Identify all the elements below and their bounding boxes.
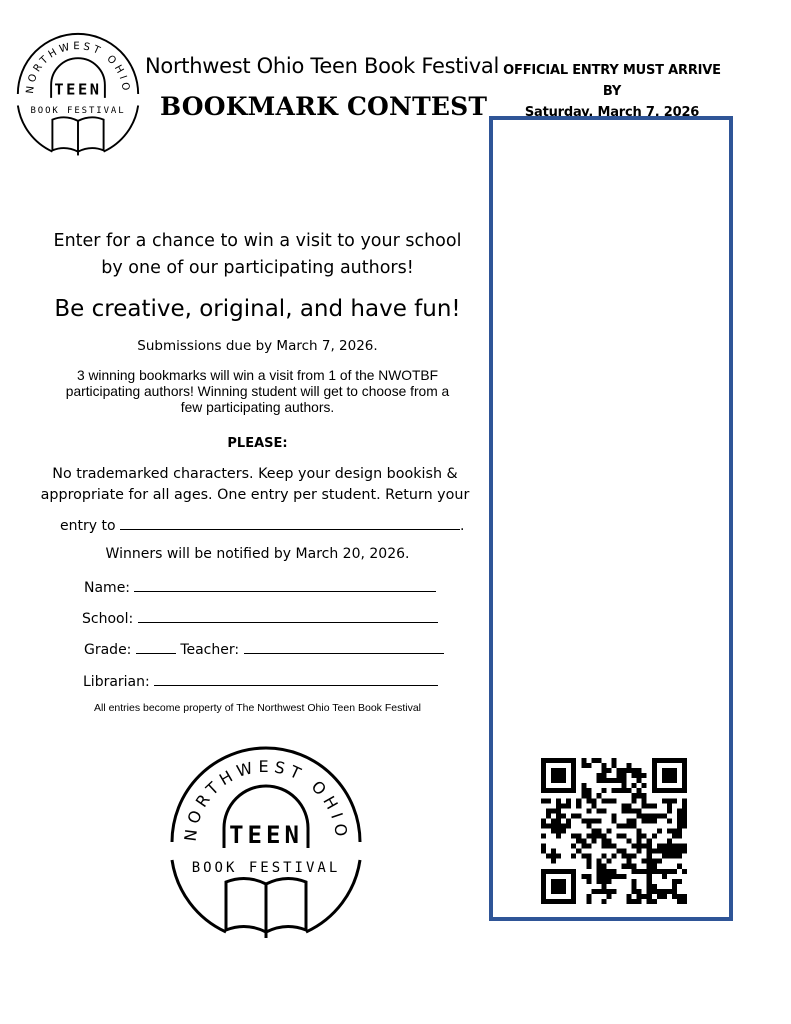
intro-line-1: Enter for a chance to win a visit to your school <box>53 231 462 251</box>
qr-code-icon <box>541 758 687 904</box>
grade-field[interactable] <box>136 640 176 654</box>
intro-text <box>30 228 485 282</box>
property-notice: All entries become property of The Northwest Ohio Teen Book Festival <box>93 702 422 714</box>
festival-logo-large <box>166 742 366 942</box>
logo-band-text: BOOK FESTIVAL <box>30 106 126 117</box>
winners-notified: Winners will be notified by March 20, 2026. <box>105 546 410 562</box>
logo-center-text: TEEN <box>54 80 102 99</box>
creative-heading: Be creative, original, and have fun! <box>54 296 461 322</box>
school-label: School: <box>82 611 134 627</box>
logo-large-arc-text: NORTHWEST OHIO <box>180 756 352 843</box>
festival-logo-small <box>14 30 142 158</box>
entry-to-row <box>60 516 464 534</box>
entry-deadline <box>492 60 732 123</box>
teacher-field[interactable] <box>244 640 444 654</box>
logo-large-band-text: BOOK FESTIVAL <box>191 860 341 876</box>
deadline-line-1: OFFICIAL ENTRY MUST ARRIVE BY <box>503 63 721 99</box>
festival-title: Northwest Ohio Teen Book Festival <box>145 54 499 78</box>
deadline-line-2: Saturday, March 7, 2026 <box>524 105 700 120</box>
name-field[interactable] <box>134 578 436 592</box>
rules-line-1: No trademarked characters. Keep your design bookish & <box>52 466 458 482</box>
school-field[interactable] <box>138 609 438 623</box>
name-label: Name: <box>84 580 131 596</box>
librarian-row <box>83 672 438 690</box>
school-row <box>82 609 438 627</box>
winning-line-3: few participating authors. <box>180 400 335 415</box>
name-row <box>84 578 436 596</box>
teacher-label: Teacher: <box>180 642 240 658</box>
grade-teacher-row <box>84 640 444 658</box>
logo-arc-text: NORTHWEST OHIO <box>23 40 133 95</box>
entry-to-label: entry to <box>60 518 116 534</box>
librarian-label: Librarian: <box>83 674 150 690</box>
winning-line-2: participating authors! Winning student will get to choose from a <box>65 384 450 399</box>
rules-text <box>40 464 470 506</box>
entry-to-field[interactable] <box>120 516 460 530</box>
winning-line-1: 3 winning bookmarks will win a visit from 1 of the NWOTBF <box>76 368 439 383</box>
logo-large-center-text: TEEN <box>229 821 303 849</box>
rules-line-2: appropriate for all ages. One entry per student. Return your <box>40 487 470 503</box>
contest-title: BOOKMARK CONTEST <box>160 92 488 121</box>
submissions-due: Submissions due by March 7, 2026. <box>137 338 378 354</box>
grade-label: Grade: <box>84 642 132 658</box>
intro-line-2: by one of our participating authors! <box>101 258 414 278</box>
please-heading: PLEASE: <box>227 436 288 451</box>
entry-to-period: . <box>459 518 465 534</box>
winning-info <box>30 368 485 416</box>
librarian-field[interactable] <box>154 672 438 686</box>
